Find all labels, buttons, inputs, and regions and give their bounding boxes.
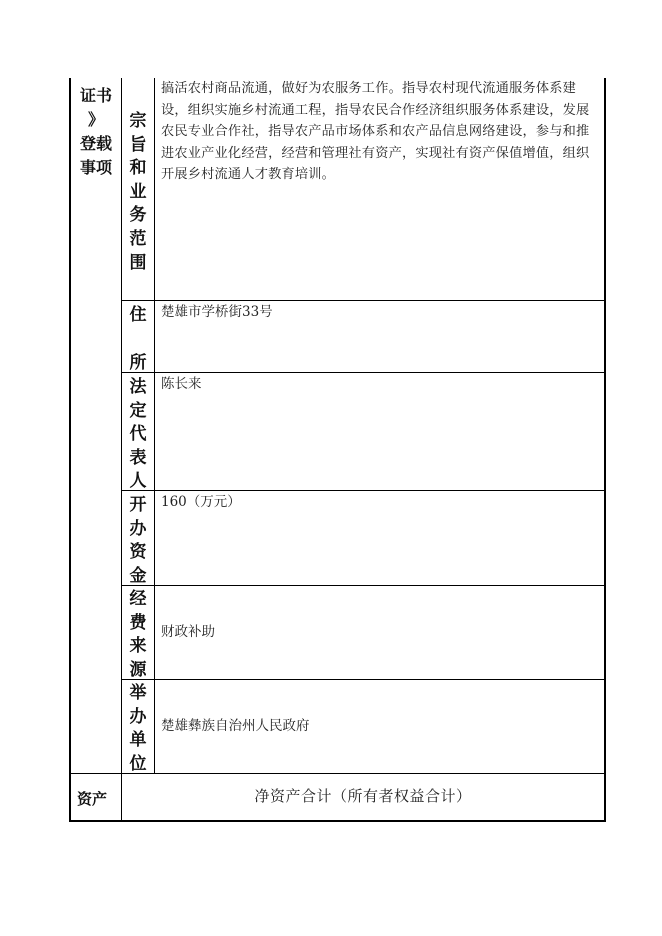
row-label-funding-source: 经 费 来 源 (129, 589, 147, 680)
row-divider (121, 679, 605, 680)
net-assets-header: 净资产合计（所有者权益合计） (254, 787, 472, 805)
row-divider (121, 372, 605, 373)
row-label-purpose: 宗 旨 和 业 务 范 围 (129, 111, 147, 273)
address-value: 楚雄市学桥街33号 (161, 304, 273, 320)
row-label-sponsor: 举 办 单 位 (129, 683, 147, 774)
purpose-value: 搞活农村商品流通，做好为农服务工作。指导农村现代流通服务体系建设，组织实施乡村流通工程，指导农民合作经济组织服务体系建设，发展农民专业合作社，指导农产品市场体系和农产品信息网络建设，参与和推进农业产业化经营，经营和管理社有资产，实现社有资产保值增值，组织开展乡村流通人才教育培训。 (161, 81, 590, 182)
row-label-legal-rep: 法 定 代 表 人 (129, 377, 147, 492)
table-right-border (604, 78, 606, 822)
section-label: 证书 》 登载 事项 (79, 86, 112, 177)
funds-value: 160（万元） (161, 494, 241, 510)
assets-label: 资产 (77, 790, 108, 808)
row-divider (121, 490, 605, 491)
sponsor-value: 楚雄彝族自治州人民政府 (161, 718, 310, 734)
column-divider-2 (154, 78, 155, 774)
table-bottom-border (69, 820, 606, 822)
funding-source-value: 财政补助 (161, 624, 215, 640)
table-left-border (69, 78, 71, 822)
legal-rep-value: 陈长来 (161, 376, 202, 392)
row-divider (121, 300, 605, 301)
row-divider (121, 585, 605, 586)
row-label-address: 住 所 (129, 305, 147, 373)
column-divider-1 (121, 78, 122, 822)
row-label-funds: 开 办 资 金 (129, 495, 147, 586)
